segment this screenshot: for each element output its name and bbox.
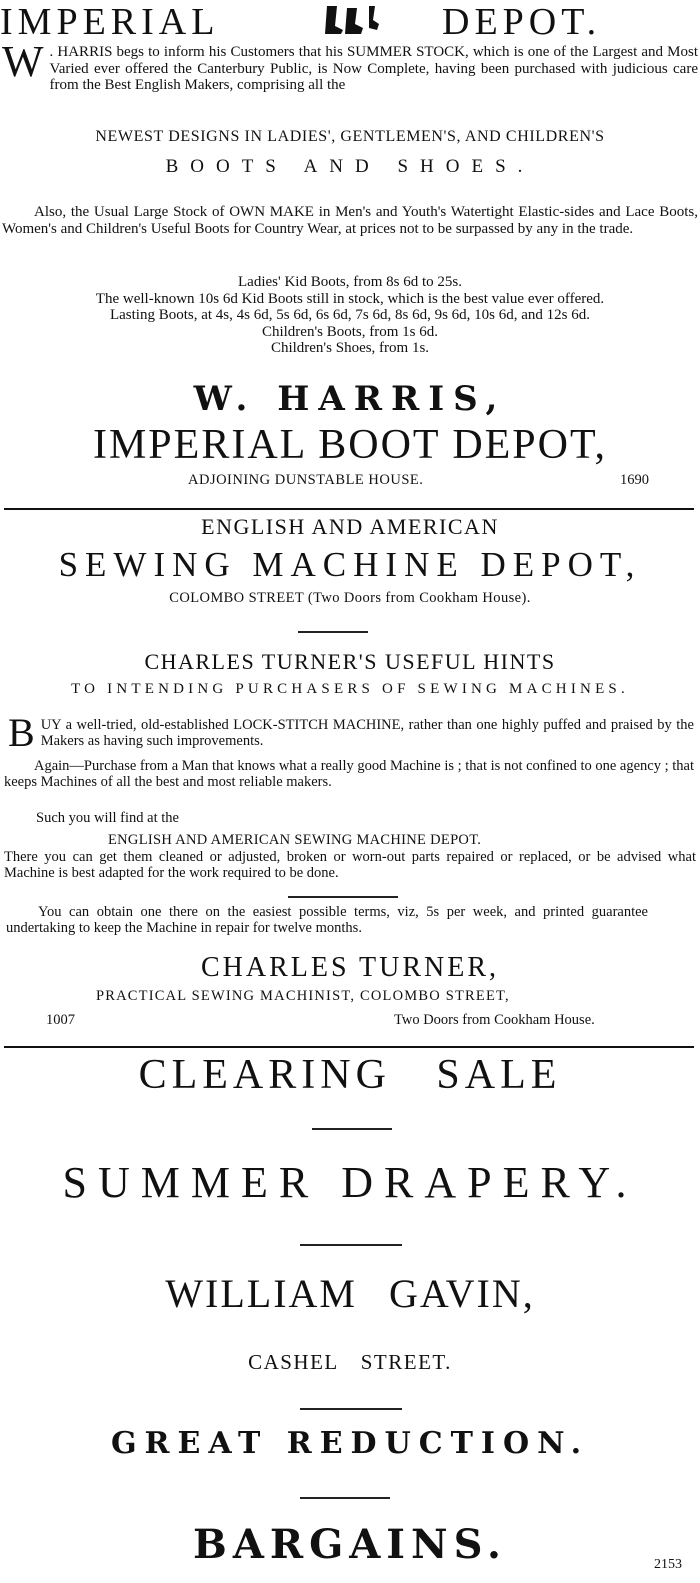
ad2-paragraph-5: There you can get them cleaned or adjusted, broken or worn-out parts repaired or replaced, or be advised what Machine is best adapted for the work required to be done. xyxy=(4,849,696,881)
ad2-paragraph-3: Such you will find at the xyxy=(36,810,179,826)
ad3-number: 2153 xyxy=(654,1557,682,1572)
ad-divider xyxy=(4,1046,694,1048)
ad-divider xyxy=(4,508,694,510)
ad2-dropcap: B xyxy=(8,710,35,755)
ad2-line1: ENGLISH AND AMERICAN xyxy=(201,514,499,539)
short-rule xyxy=(288,896,398,898)
ad2-paragraph-4: ENGLISH AND AMERICAN SEWING MACHINE DEPOT. xyxy=(108,832,482,848)
ad2-footer-row xyxy=(0,1012,700,1032)
ad1-number: 1690 xyxy=(620,472,649,488)
short-rule xyxy=(300,1408,402,1410)
price-line: The well-known 10s 6d Kid Boots still in stock, which is the best value ever offered. xyxy=(95,290,605,307)
ad1-also-paragraph: Also, the Usual Large Stock of OWN MAKE in Men's and Youth's Watertight Elastic-sides and Lace Boots, Women's and Children's Useful Boots for Country Wear, at prices not to be surpassed by any in the trade. xyxy=(2,204,698,237)
ad2-paragraph-1 xyxy=(0,710,700,755)
ad2-practical: PRACTICAL SEWING MACHINIST, COLOMBO STREET, xyxy=(96,988,510,1004)
ad3-bargains: BARGAINS. xyxy=(193,1521,507,1568)
short-rule xyxy=(300,1497,390,1499)
ad1-intro-text: . HARRIS begs to inform his Customers that his SUMMER STOCK, which is one of the Largest and Most Varied ever offered the Canterbury Public, is Now Complete, having been purchased with judicious care from the Best English Makers, comprising all the xyxy=(49,44,698,93)
ad2-hints-title: CHARLES TURNER'S USEFUL HINTS xyxy=(144,649,556,674)
ad2-doors: Two Doors from Cookham House. xyxy=(394,1012,595,1028)
ad2-line2: SEWING MACHINE DEPOT, xyxy=(58,545,642,584)
ad2-location: COLOMBO STREET (Two Doors from Cookham House). xyxy=(169,590,531,606)
ad2-hints-subtitle: TO INTENDING PURCHASERS OF SEWING MACHINES. xyxy=(71,681,629,697)
short-rule xyxy=(300,1244,402,1246)
price-line: Children's Boots, from 1s 6d. xyxy=(261,323,439,340)
ad2-p1-text: UY a well-tried, old-established LOCK-STITCH MACHINE, rather than one highly puffed and praised by the Makers as having such improvements. xyxy=(40,717,694,749)
ad3-great-reduction: GREAT REDUCTION. xyxy=(110,1426,590,1461)
ad1-header-left: IMPERIAL xyxy=(0,1,220,43)
ad3-william-gavin: WILLIAM GAVIN, xyxy=(165,1271,535,1316)
boot-ornament-icon xyxy=(323,4,387,38)
ad1-depot-title: IMPERIAL BOOT DEPOT, xyxy=(92,422,608,468)
ad1-dropcap: W xyxy=(2,37,44,86)
ad3-summer-drapery: SUMMER DRAPERY. xyxy=(62,1158,638,1207)
ad3-clearing-sale: CLEARING SALE xyxy=(138,1052,562,1098)
ad2-name: CHARLES TURNER, xyxy=(200,952,500,983)
ad2-paragraph-2: Again—Purchase from a Man that knows what a really good Machine is ; that is not confined to one agency ; that keeps Machines of all the best and most reliable makers. xyxy=(4,758,694,790)
ad1-price-list xyxy=(0,274,700,357)
ad1-boots-and-shoes: BOOTS AND SHOES. xyxy=(165,156,535,177)
price-line: Children's Shoes, from 1s. xyxy=(270,340,430,356)
ad3-cashel-street: CASHEL STREET. xyxy=(248,1350,452,1374)
short-rule xyxy=(312,1128,392,1130)
ad1-newest-designs: NEWEST DESIGNS IN LADIES', GENTLEMEN'S, AND CHILDREN'S xyxy=(95,128,605,145)
ad1-header-right: DEPOT. xyxy=(442,1,602,43)
ad2-paragraph-6: You can obtain one there on the easiest possible terms, viz, 5s per week, and printed guarantee undertaking to keep the Machine in repair for twelve months. xyxy=(6,904,648,936)
price-line: Lasting Boots, at 4s, 4s 6d, 5s 6d, 6s 6d, 7s 6d, 8s 6d, 9s 6d, 10s 6d, and 12s 6d. xyxy=(109,307,591,323)
ad1-header xyxy=(0,2,700,42)
short-rule xyxy=(298,631,368,633)
price-line: Ladies' Kid Boots, from 8s 6d to 25s. xyxy=(238,274,462,290)
ad1-name: W. HARRIS, xyxy=(193,379,507,419)
ad1-intro-paragraph xyxy=(0,37,700,94)
ad1-address: ADJOINING DUNSTABLE HOUSE. xyxy=(188,472,424,488)
ad1-address-row xyxy=(0,472,700,492)
ad2-number: 1007 xyxy=(46,1012,75,1028)
